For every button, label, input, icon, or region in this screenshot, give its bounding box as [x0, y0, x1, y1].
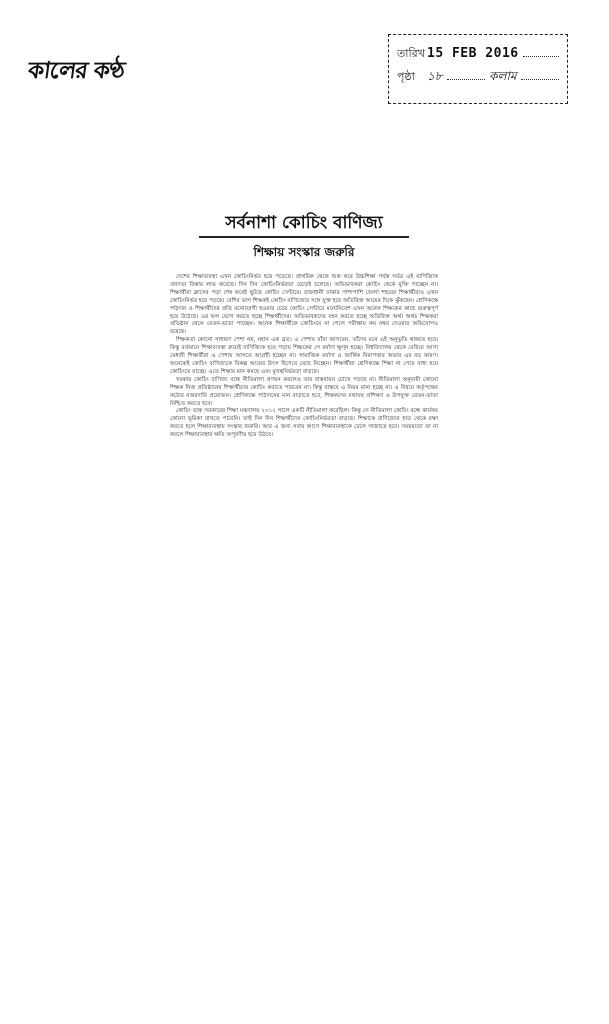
newspaper-masthead: কালের কণ্ঠ — [26, 58, 126, 84]
stamp-date-row — [397, 43, 559, 65]
article-paragraph: কোচিং বন্ধে সরকারের শিক্ষা মন্ত্রণালয় ২০১২ সালে একটি নীতিমালা করেছিল। কিন্তু সে নীতিমালা কোচিং বন্ধে কার্যকর কোনো ভূমিকা রাখতে পারেনি। তাই দিন দিন শিক্ষার্থীদের কোচিংনির্ভরতা বাড়ছে। শিক্ষাকে বাণিজ্যের হাত থেকে রক্ষা করতে হলে শিক্ষাব্যবস্থায় সংস্কার জরুরি। আর এ জন্য সবার আগে শিক্ষাব্যবস্থাকে ঢেলে সাজাতে হবে। সময়মতো তা না করলে শিক্ষাব্যবস্থার ক্ষতি অপূরণীয় হয়ে উঠবে। — [170, 408, 438, 439]
stamp-date-value: 15 FEB 2016 — [427, 46, 519, 61]
headline-underline — [199, 236, 409, 238]
article-paragraph: দেশের শিক্ষাব্যবস্থা এখন কোচিংনির্ভর হয়ে পড়েছে। প্রাথমিক থেকে শুরু করে উচ্চশিক্ষা পর্যন্ত সর্বত্র এই বাণিজ্যিক প্রবণতা বিস্তার লাভ করেছে। দিন দিন কোচিংনির্ভরতা বেড়েই চলেছে। অভিভাবকরা কোচিং থেকে মুক্তি পাচ্ছেন না। শিক্ষার্থীরা ক্লাসের পড়া শেষ করেই ছুটছে কোচিং সেন্টারে। রাজধানী ঢাকার পাশাপাশি জেলা শহরের শিক্ষার্থীরাও এখন কোচিংনির্ভর হয়ে পড়ছে। বেশির ভাগ শিক্ষকই কোচিং বাণিজ্যের সঙ্গে যুক্ত হয়ে অতিরিক্ত আয়ের দিকে ঝুঁকছেন। শ্রেণিকক্ষে পাঠদান ও শিক্ষার্থীদের প্রতি মনোযোগী হওয়ার চেয়ে কোচিং সেন্টারে মনোনিবেশ এখন অনেক শিক্ষকের কাছে গুরুত্বপূর্ণ হয়ে উঠেছে। এর ফল ভোগ করতে হচ্ছে শিক্ষার্থীদের। অভিভাবকদের বহন করতে হচ্ছে অতিরিক্ত অর্থ। অথচ শিক্ষকরা প্রতিষ্ঠান থেকে বেতন-ভাতা পাচ্ছেন। অনেক শিক্ষার্থীকে কোচিংয়ে না গেলে পরীক্ষায় কম নম্বর দেওয়ার অভিযোগও রয়েছে। — [170, 274, 438, 336]
article-headline: সর্বনাশা কোচিং বাণিজ্য — [225, 213, 383, 233]
stamp-page-label: পৃষ্ঠা — [397, 70, 415, 83]
article-subhead: শিক্ষায় সংস্কার জরুরি — [253, 245, 355, 259]
article-paragraph: শিক্ষকতা কোনো সাধারণ পেশা নয়, মহান এক ব্রত। এ পেশায় যাঁরা আসবেন, তাঁদের মনে এই অনুভূতি থাকতে হবে। কিন্তু বর্তমানে শিক্ষাব্যবস্থা ক্রমেই বাণিজ্যিক হয়ে পড়ায় শিক্ষকের সে মর্যাদা ক্ষুণ্ন হচ্ছে। বিশ্ববিদ্যালয় থেকে বেরিয়ে আসা মেধাবী শিক্ষার্থীরা এ পেশায় আসতে আগ্রহী হচ্ছেন না। সামাজিক মর্যাদা ও আর্থিক নিরাপত্তার অভাব এর বড় কারণ। অনেকেই কোচিং বাণিজ্যকে বিকল্প আয়ের উৎস হিসেবে বেছে নিচ্ছেন। শিক্ষার্থীরা শ্রেণিকক্ষে শিক্ষা না পেয়ে বাধ্য হয়ে কোচিংয়ে যাচ্ছে। এতে শিক্ষার মান কমছে এবং মুখস্থনির্ভরতা বাড়ছে। — [170, 337, 438, 375]
stamp-dotted-line — [523, 46, 559, 57]
stamp-date-label: তারিখ — [397, 47, 425, 60]
stamp-page-row — [397, 65, 559, 88]
article-paragraph: সরকার কোচিং বাণিজ্য বন্ধে নীতিমালা প্রণয়ন করলেও তার বাস্তবায়ন চোখে পড়ছে না। নীতিমালা অনুযায়ী কোনো শিক্ষক নিজ প্রতিষ্ঠানের শিক্ষার্থীদের কোচিং করাতে পারবেন না। কিন্তু বাস্তবে এ নিয়ম মানা হচ্ছে না। এ বিষয়ে কর্তৃপক্ষের কঠোর নজরদারি প্রয়োজন। শ্রেণিকক্ষে পাঠদানের মান বাড়াতে হবে, শিক্ষকদের যথাযথ প্রশিক্ষণ ও উপযুক্ত বেতন-ভাতা নিশ্চিত করতে হবে। — [170, 376, 438, 407]
stamp-dotted-line — [521, 69, 559, 80]
news-article — [170, 212, 438, 440]
date-stamp — [388, 34, 568, 104]
stamp-page-value: ১৮ — [427, 69, 443, 83]
stamp-column-label: কলাম — [489, 69, 517, 83]
article-body — [170, 274, 438, 440]
stamp-dotted-line — [447, 69, 485, 80]
